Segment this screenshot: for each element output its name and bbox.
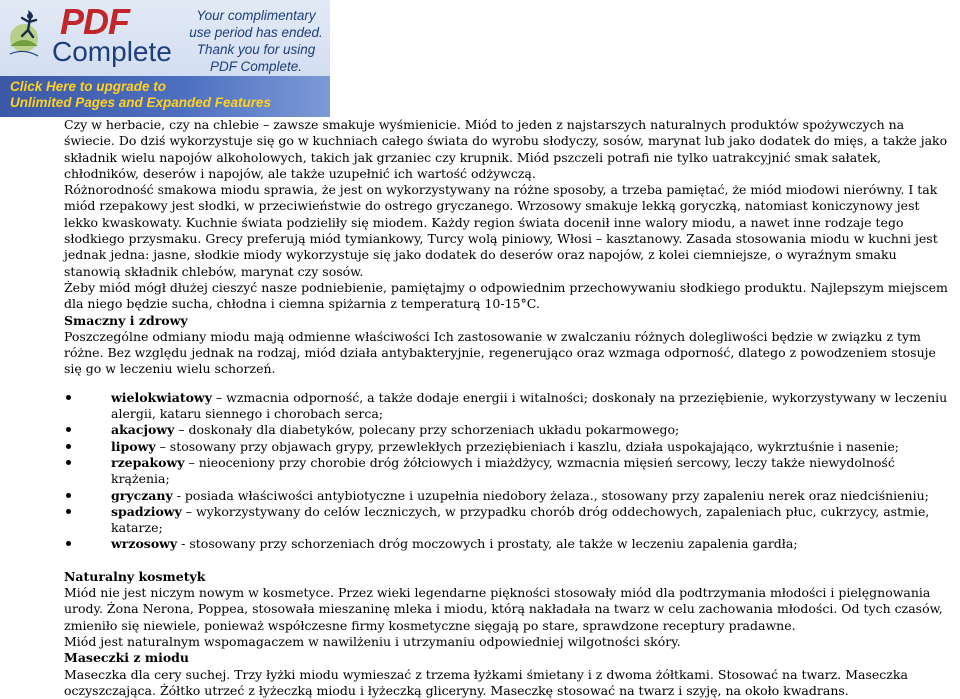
brand-complete-text: Complete	[52, 37, 172, 67]
trial-line: Your complimentary	[186, 7, 326, 24]
list-item	[111, 439, 950, 455]
intro-paragraph: Czy w herbacie, czy na chlebie – zawsze smakuje wyśmienicie. Miód to jeden z najstarszych naturalnych produktów spożywczych na świecie. Do dziś wykorzystuje się go w kuchniach całego świata do wyrobu słodyczy, sosów, marynat lub jako dodatek do mięs, a także jako składnik wielu napojów alkoholowych, takich jak grzaniec czy krupnik. Miód pszczeli potrafi nie tylko uatrakcyjnić smak sałatek, chłodników, deserów i napojów, ale także uzupełnić ich wartość odżywczą.	[64, 117, 950, 182]
honey-type-desc: – wzmacnia odporność, a także dodaje energii i witalności; doskonały na przeziębienie, wykorzystywany w leczeniu alergii, kataru siennego i chorobach serca;	[111, 390, 947, 421]
honey-type-name: wrzosowy	[111, 536, 177, 551]
honey-type-desc: – stosowany przy objawach grypy, przewlekłych przeziębieniach i kaszlu, działa uspokajająco, wykrztuśnie i nasenie;	[156, 439, 899, 454]
cosmetic-paragraph: Miód jest naturalnym wspomagaczem w nawilżeniu i utrzymaniu odpowiedniej wilgotności skóry.	[64, 634, 950, 650]
honey-type-desc: – doskonały dla diabetyków, polecany przy schorzeniach układu pokarmowego;	[174, 422, 679, 437]
intro-paragraph: Różnorodność smakowa miodu sprawia, że jest on wykorzystywany na różne sposoby, a trzeba pamiętać, że miód miodowi nierówny. I tak miód rzepakowy jest słodki, w przeciwieństwie do ostrego gryczanego. Wrzosowy smakuje lekką goryczką, natomiast koniczynowy jest lekko kwaskowaty. Kuchnie świata podzieliły się miodem. Każdy region świata docenił inne walory miodu, a nawet inne rodzaje tego słodkiego przysmaku. Grecy preferują miód tymiankowy, Turcy wolą piniowy, Włosi – kasztanowy. Zasada stosowania miodu w kuchni jest jednak jedna: jasne, słodkie miody wykorzystuje się jako dodatek do deserów oraz napojów, z kolei ciemniejsze, o wyraźnym smaku stanowią składnik chlebów, marynat czy sosów.	[64, 182, 950, 280]
honey-type-name: lipowy	[111, 439, 156, 454]
section-spacer	[64, 553, 950, 569]
honey-type-name: gryczany	[111, 488, 173, 503]
intro-paragraph: Żeby miód mógł dłużej cieszyć nasze podniebienie, pamiętajmy o odpowiednim przechowywaniu słodkiego produktu. Najlepszym miejscem dla niego będzie sucha, chłodna i ciemna spiżarnia z temperaturą 10-15°C.	[64, 280, 950, 313]
list-item	[111, 536, 950, 552]
honey-type-name: spadziowy	[111, 504, 182, 519]
bullet-icon	[66, 541, 71, 546]
honey-type-desc: – nieoceniony przy chorobie dróg żółciowych i miażdżycy, wzmacnia mięsień sercowy, leczy także niewydolność krążenia;	[111, 455, 895, 486]
upgrade-link-line1[interactable]: Click Here to upgrade to	[0, 76, 330, 95]
bullet-icon	[66, 509, 71, 514]
honey-types-list	[64, 390, 950, 553]
upgrade-link[interactable]	[0, 76, 330, 117]
bullet-icon	[66, 460, 71, 465]
trial-line: PDF Complete.	[186, 58, 326, 75]
list-item	[111, 504, 950, 537]
trial-line: Thank you for using	[186, 41, 326, 58]
honey-type-name: rzepakowy	[111, 455, 185, 470]
bullet-icon	[66, 395, 71, 400]
honey-type-desc: - stosowany przy schorzeniach dróg moczowych i prostaty, ale także w leczeniu zapalenia gardła;	[177, 536, 797, 551]
health-paragraph: Poszczególne odmiany miodu mają odmienne właściwości Ich zastosowanie w zwalczaniu różnych dolegliwości będzie w związku z tym różne. Bez względu jednak na rodzaj, miód działa antybakteryjnie, regenerująco oraz wzmaga odporność, dlatego z powodzeniem stosuje się go w leczeniu wielu schorzeń.	[64, 329, 950, 378]
section-heading-masks: Maseczki z miodu	[64, 650, 950, 666]
bullet-icon	[66, 427, 71, 432]
masks-paragraph: Maseczka dla cery suchej. Trzy łyżki miodu wymieszać z trzema łyżkami śmietany i z dwoma żółtkami. Stosować na twarz. Maseczka oczyszczająca. Żółtko utrzeć z łyżeczką miodu i łyżeczką gliceryny. Maseczkę stosować na twarz i szyję, na około kwadrans.	[64, 667, 950, 699]
bullet-icon	[66, 493, 71, 498]
honey-type-name: wielokwiatowy	[111, 390, 212, 405]
list-item	[111, 455, 950, 488]
list-item	[111, 488, 950, 504]
section-heading-health: Smaczny i zdrowy	[64, 313, 950, 329]
brand-pdf-text: PDF	[60, 4, 129, 40]
trial-line: use period has ended.	[186, 24, 326, 41]
honey-type-desc: - posiada właściwości antybiotyczne i uzupełnia niedobory żelaza., stosowany przy zapaleniu nerek oraz niedciśnieniu;	[173, 488, 929, 503]
upgrade-link-line2[interactable]: Unlimited Pages and Expanded Features	[0, 95, 330, 111]
honey-type-desc: – wykorzystywany do celów leczniczych, w przypadku chorób dróg oddechowych, zapaleniach płuc, cukrzycy, astmie, katarze;	[111, 504, 929, 535]
list-item	[111, 422, 950, 438]
document-body	[64, 117, 950, 699]
pdf-complete-banner	[0, 0, 330, 117]
trial-expired-message	[186, 7, 326, 75]
bullet-icon	[66, 444, 71, 449]
cosmetic-paragraph: Miód nie jest niczym nowym w kosmetyce. Przez wieki legendarne piękności stosowały miód dla podtrzymania młodości i pielęgnowania urody. Żona Nerona, Poppea, stosowała mieszaninę mleka i miodu, którą nakładała na twarz w celu zachowania młodości. Od tych czasów, zmieniło się niewiele, ponieważ współczesne firmy kosmetyczne sięgają po stare, sprawdzone receptury pradawne.	[64, 585, 950, 634]
honey-type-name: akacjowy	[111, 422, 174, 437]
section-heading-cosmetic: Naturalny kosmetyk	[64, 569, 950, 585]
list-item	[111, 390, 950, 423]
